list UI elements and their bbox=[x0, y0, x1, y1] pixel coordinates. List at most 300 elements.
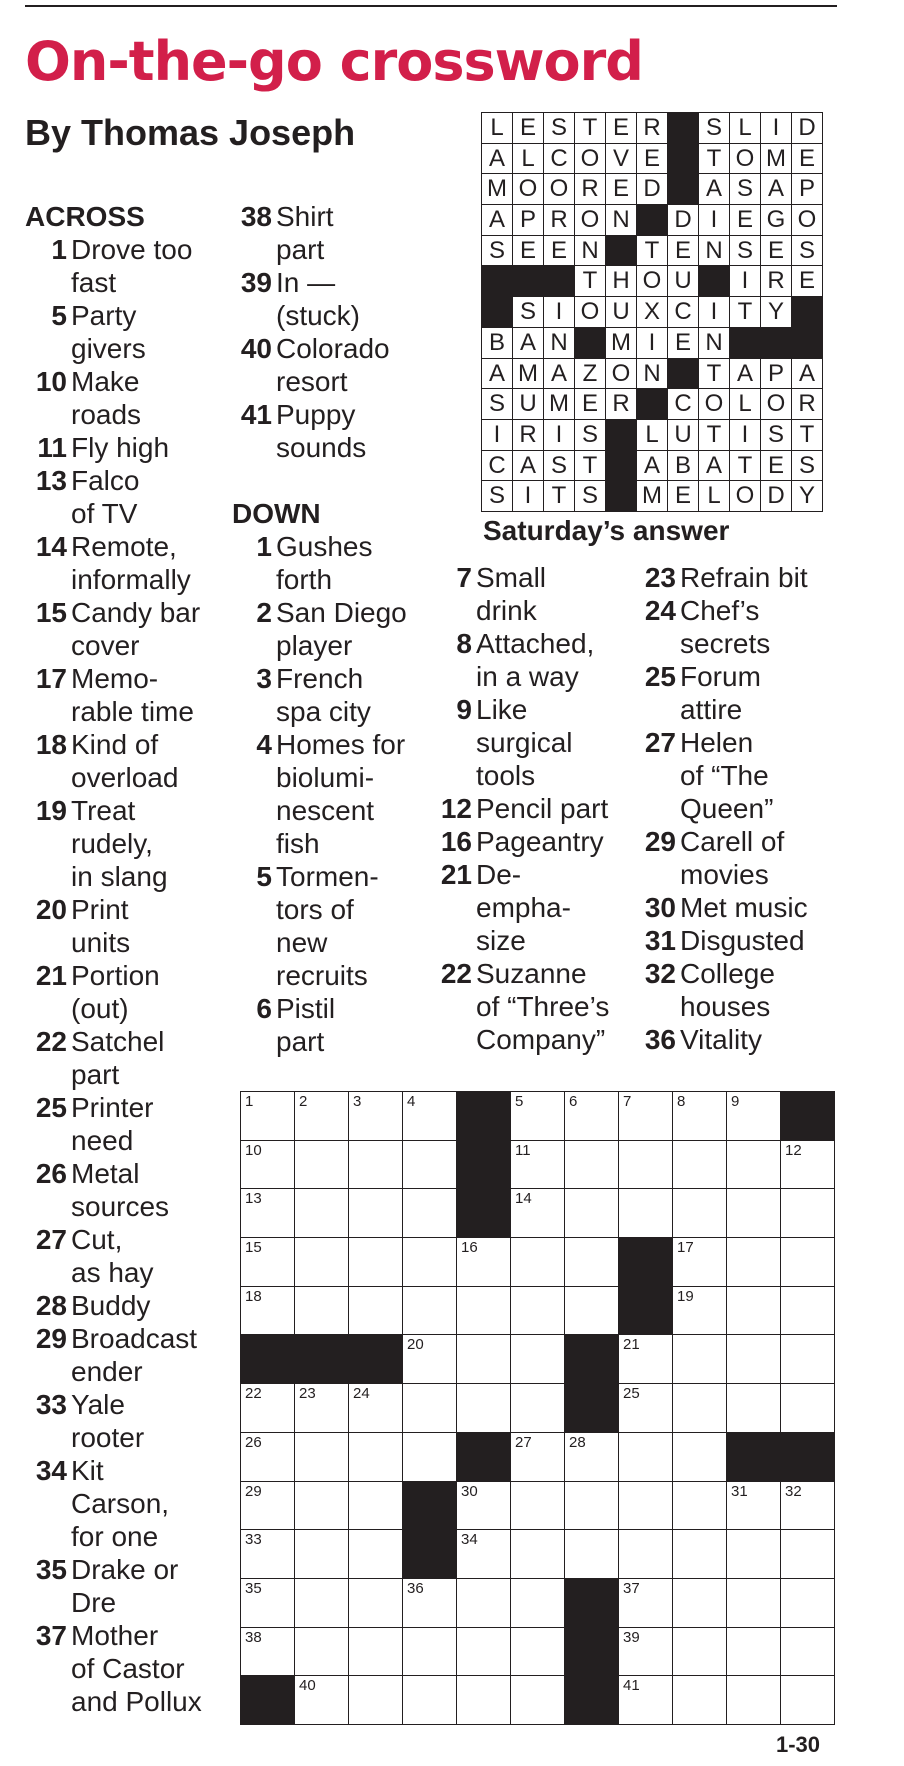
answer-cell: T bbox=[730, 297, 761, 328]
clue-number: 18 bbox=[35, 729, 67, 760]
grid-cell[interactable] bbox=[457, 1676, 511, 1725]
black-cell bbox=[403, 1530, 457, 1579]
cell-number: 12 bbox=[785, 1141, 802, 1159]
grid-cell[interactable] bbox=[457, 1482, 511, 1531]
answer-cell: C bbox=[544, 144, 575, 175]
clue-number: 8 bbox=[456, 628, 472, 659]
grid-cell[interactable] bbox=[295, 1482, 349, 1531]
answer-cell: Y bbox=[792, 481, 823, 512]
clue-text: Remote, informally bbox=[71, 531, 191, 595]
black-cell bbox=[565, 1628, 619, 1677]
down-header: DOWN bbox=[232, 498, 321, 529]
clue-number: 12 bbox=[440, 793, 472, 824]
clue-text: Tormen- tors of new recruits bbox=[276, 861, 379, 991]
answer-cell: L bbox=[482, 113, 513, 144]
grid-cell[interactable] bbox=[781, 1628, 835, 1677]
grid-cell[interactable] bbox=[511, 1433, 565, 1482]
grid-cell[interactable] bbox=[727, 1238, 781, 1287]
grid-cell[interactable] bbox=[673, 1482, 727, 1531]
answer-cell: P bbox=[761, 359, 792, 390]
grid-cell[interactable] bbox=[403, 1433, 457, 1482]
answer-black-cell bbox=[792, 328, 823, 359]
clue-text: Portion (out) bbox=[71, 960, 160, 1024]
answer-caption: Saturday’s answer bbox=[483, 515, 730, 546]
answer-cell: E bbox=[575, 389, 606, 420]
answer-cell: A bbox=[513, 328, 544, 359]
clue-number: 27 bbox=[35, 1224, 67, 1255]
clue-18 bbox=[25, 728, 235, 794]
answer-black-cell bbox=[575, 328, 606, 359]
clue-34 bbox=[25, 1454, 235, 1553]
grid-cell[interactable] bbox=[295, 1141, 349, 1190]
answer-cell: L bbox=[513, 144, 544, 175]
cell-number: 39 bbox=[623, 1628, 640, 1646]
grid-cell[interactable] bbox=[295, 1238, 349, 1287]
clue-text: Shirt part bbox=[276, 201, 334, 265]
grid-cell[interactable] bbox=[349, 1433, 403, 1482]
grid-cell[interactable] bbox=[241, 1189, 295, 1238]
grid-cell[interactable] bbox=[457, 1628, 511, 1677]
cell-number: 32 bbox=[785, 1482, 802, 1500]
clue-number: 15 bbox=[35, 597, 67, 628]
clue-3 bbox=[230, 662, 435, 728]
grid-cell[interactable] bbox=[619, 1579, 673, 1628]
black-cell bbox=[349, 1335, 403, 1384]
cell-number: 35 bbox=[245, 1579, 262, 1597]
clue-text: Yale rooter bbox=[71, 1389, 145, 1453]
answer-cell: E bbox=[668, 236, 699, 267]
grid-cell[interactable] bbox=[727, 1676, 781, 1725]
grid-cell[interactable] bbox=[727, 1579, 781, 1628]
grid-cell[interactable] bbox=[349, 1141, 403, 1190]
answer-cell: P bbox=[513, 205, 544, 236]
answer-cell: S bbox=[761, 420, 792, 451]
grid-cell[interactable] bbox=[673, 1628, 727, 1677]
answer-cell: E bbox=[637, 144, 668, 175]
answer-cell: G bbox=[761, 205, 792, 236]
answer-cell: V bbox=[606, 144, 637, 175]
answer-cell: U bbox=[668, 266, 699, 297]
clue-25 bbox=[634, 660, 874, 726]
grid-cell[interactable] bbox=[619, 1676, 673, 1725]
clue-text: Pencil part bbox=[476, 793, 609, 824]
clue-text: Party givers bbox=[71, 300, 146, 364]
grid-cell[interactable] bbox=[403, 1579, 457, 1628]
answer-cell: E bbox=[513, 113, 544, 144]
grid-cell[interactable] bbox=[781, 1676, 835, 1725]
clue-number: 3 bbox=[256, 663, 272, 694]
grid-cell[interactable] bbox=[727, 1189, 781, 1238]
grid-cell[interactable] bbox=[457, 1530, 511, 1579]
grid-cell[interactable] bbox=[781, 1530, 835, 1579]
grid-cell[interactable] bbox=[727, 1530, 781, 1579]
date-label: 1-30 bbox=[776, 1732, 821, 1757]
answer-black-cell bbox=[668, 144, 699, 175]
cell-number: 26 bbox=[245, 1433, 262, 1451]
cell-number: 18 bbox=[245, 1287, 262, 1305]
grid-cell[interactable] bbox=[349, 1384, 403, 1433]
grid-cell[interactable] bbox=[781, 1384, 835, 1433]
grid-cell[interactable] bbox=[781, 1287, 835, 1336]
black-cell bbox=[241, 1676, 295, 1725]
grid-cell[interactable] bbox=[511, 1628, 565, 1677]
cell-number: 34 bbox=[461, 1531, 478, 1549]
answer-cell: E bbox=[761, 236, 792, 267]
grid-cell[interactable] bbox=[565, 1287, 619, 1336]
clue-text: Drove too fast bbox=[71, 234, 193, 298]
grid-cell[interactable] bbox=[565, 1433, 619, 1482]
grid-cell[interactable] bbox=[403, 1238, 457, 1287]
black-cell bbox=[295, 1335, 349, 1384]
answer-black-cell bbox=[513, 266, 544, 297]
grid-cell[interactable] bbox=[673, 1238, 727, 1287]
clue-1 bbox=[230, 530, 435, 596]
answer-cell: O bbox=[761, 389, 792, 420]
grid-cell[interactable] bbox=[727, 1092, 781, 1141]
down-column-4 bbox=[634, 561, 874, 1056]
answer-cell: S bbox=[482, 236, 513, 267]
grid-cell[interactable] bbox=[295, 1384, 349, 1433]
grid-cell[interactable] bbox=[403, 1287, 457, 1336]
answer-cell: A bbox=[699, 174, 730, 205]
grid-cell[interactable] bbox=[511, 1141, 565, 1190]
answer-cell: L bbox=[699, 481, 730, 512]
grid-cell[interactable] bbox=[727, 1141, 781, 1190]
grid-cell[interactable] bbox=[673, 1335, 727, 1384]
grid-cell[interactable] bbox=[295, 1287, 349, 1336]
grid-cell[interactable] bbox=[241, 1628, 295, 1677]
grid-cell[interactable] bbox=[403, 1384, 457, 1433]
black-cell bbox=[781, 1433, 835, 1482]
grid-cell[interactable] bbox=[619, 1530, 673, 1579]
answer-cell: L bbox=[730, 389, 761, 420]
grid-cell[interactable] bbox=[349, 1530, 403, 1579]
clue-text: Drake or Dre bbox=[71, 1554, 179, 1618]
grid-cell[interactable] bbox=[673, 1579, 727, 1628]
answer-cell: O bbox=[575, 297, 606, 328]
cell-number: 38 bbox=[245, 1628, 262, 1646]
clue-6 bbox=[230, 992, 435, 1058]
grid-cell[interactable] bbox=[457, 1287, 511, 1336]
grid-cell[interactable] bbox=[457, 1238, 511, 1287]
grid-cell[interactable] bbox=[295, 1676, 349, 1725]
cell-number: 31 bbox=[731, 1482, 748, 1500]
clue-2 bbox=[230, 596, 435, 662]
clue-19 bbox=[25, 794, 235, 893]
clue-29 bbox=[634, 825, 874, 891]
answer-cell: R bbox=[792, 389, 823, 420]
grid-cell[interactable] bbox=[673, 1287, 727, 1336]
grid-cell[interactable] bbox=[511, 1530, 565, 1579]
grid-cell[interactable] bbox=[241, 1141, 295, 1190]
answer-cell: N bbox=[575, 236, 606, 267]
clue-number: 4 bbox=[256, 729, 272, 760]
answer-cell: Z bbox=[575, 359, 606, 390]
grid-cell[interactable] bbox=[457, 1384, 511, 1433]
grid-cell[interactable] bbox=[565, 1092, 619, 1141]
grid-cell[interactable] bbox=[403, 1189, 457, 1238]
answer-cell: T bbox=[575, 113, 606, 144]
clue-number: 14 bbox=[35, 531, 67, 562]
grid-cell[interactable] bbox=[565, 1482, 619, 1531]
clue-number: 1 bbox=[256, 531, 272, 562]
answer-cell: E bbox=[730, 205, 761, 236]
clue-13 bbox=[25, 464, 235, 530]
clue-number: 41 bbox=[240, 399, 272, 430]
grid-cell[interactable] bbox=[241, 1092, 295, 1141]
grid-cell[interactable] bbox=[781, 1141, 835, 1190]
grid-cell[interactable] bbox=[403, 1092, 457, 1141]
grid-cell[interactable] bbox=[241, 1384, 295, 1433]
answer-cell: A bbox=[761, 174, 792, 205]
cell-number: 13 bbox=[245, 1190, 262, 1208]
cell-number: 41 bbox=[623, 1677, 640, 1695]
grid-cell[interactable] bbox=[511, 1238, 565, 1287]
answer-cell: A bbox=[699, 451, 730, 482]
clue-23 bbox=[634, 561, 874, 594]
answer-cell: S bbox=[544, 113, 575, 144]
answer-cell: U bbox=[668, 420, 699, 451]
clue-number: 22 bbox=[440, 958, 472, 989]
answer-cell: E bbox=[761, 451, 792, 482]
clue-number: 28 bbox=[35, 1290, 67, 1321]
clue-text: Satchel part bbox=[71, 1026, 165, 1090]
answer-cell: S bbox=[792, 236, 823, 267]
answer-cell: S bbox=[575, 481, 606, 512]
clue-text: Print units bbox=[71, 894, 131, 958]
grid-cell[interactable] bbox=[727, 1628, 781, 1677]
grid-cell[interactable] bbox=[349, 1579, 403, 1628]
grid-cell[interactable] bbox=[781, 1579, 835, 1628]
grid-cell[interactable] bbox=[295, 1092, 349, 1141]
grid-cell[interactable] bbox=[565, 1189, 619, 1238]
page-title: On-the-go crossword bbox=[25, 30, 643, 93]
clue-text: Gushes forth bbox=[276, 531, 373, 595]
answer-black-cell bbox=[637, 205, 668, 236]
black-cell bbox=[241, 1335, 295, 1384]
clue-number: 37 bbox=[35, 1620, 67, 1651]
answer-cell: A bbox=[792, 359, 823, 390]
clue-text: Treat rudely, in slang bbox=[71, 795, 168, 892]
answer-black-cell bbox=[544, 266, 575, 297]
grid-cell[interactable] bbox=[781, 1482, 835, 1531]
grid-cell[interactable] bbox=[673, 1530, 727, 1579]
grid-cell[interactable] bbox=[295, 1579, 349, 1628]
grid-cell[interactable] bbox=[241, 1238, 295, 1287]
answer-cell: A bbox=[637, 451, 668, 482]
grid-cell[interactable] bbox=[619, 1433, 673, 1482]
grid-cell[interactable] bbox=[295, 1530, 349, 1579]
answer-black-cell bbox=[606, 451, 637, 482]
grid-cell[interactable] bbox=[781, 1335, 835, 1384]
grid-cell[interactable] bbox=[403, 1335, 457, 1384]
grid-cell[interactable] bbox=[457, 1579, 511, 1628]
clue-27 bbox=[25, 1223, 235, 1289]
answer-cell: B bbox=[482, 328, 513, 359]
clue-text: Colorado resort bbox=[276, 333, 390, 397]
answer-cell: E bbox=[792, 144, 823, 175]
cell-number: 6 bbox=[569, 1093, 578, 1110]
grid-cell[interactable] bbox=[619, 1482, 673, 1531]
grid-cell[interactable] bbox=[781, 1238, 835, 1287]
clue-21 bbox=[430, 858, 630, 957]
grid-cell[interactable] bbox=[511, 1287, 565, 1336]
answer-cell: I bbox=[544, 297, 575, 328]
grid-cell[interactable] bbox=[511, 1092, 565, 1141]
cell-number: 40 bbox=[299, 1677, 316, 1695]
clue-14 bbox=[25, 530, 235, 596]
clue-text: Metal sources bbox=[71, 1158, 170, 1222]
grid-cell[interactable] bbox=[241, 1433, 295, 1482]
clue-number: 21 bbox=[35, 960, 67, 991]
clue-20 bbox=[25, 893, 235, 959]
answer-cell: U bbox=[606, 297, 637, 328]
grid-cell[interactable] bbox=[511, 1676, 565, 1725]
grid-cell[interactable] bbox=[511, 1482, 565, 1531]
clue-text: Falco of TV bbox=[71, 465, 140, 529]
answer-cell: N bbox=[699, 328, 730, 359]
grid-cell[interactable] bbox=[673, 1676, 727, 1725]
clue-8 bbox=[430, 627, 630, 693]
grid-cell[interactable] bbox=[619, 1189, 673, 1238]
grid-cell[interactable] bbox=[565, 1141, 619, 1190]
clue-text: Printer need bbox=[71, 1092, 154, 1156]
clue-39 bbox=[230, 266, 435, 332]
cell-number: 21 bbox=[623, 1336, 640, 1354]
answer-cell: T bbox=[730, 451, 761, 482]
grid-cell[interactable] bbox=[241, 1530, 295, 1579]
clue-28 bbox=[25, 1289, 235, 1322]
grid-cell[interactable] bbox=[619, 1384, 673, 1433]
cell-number: 17 bbox=[677, 1239, 694, 1257]
answer-cell: S bbox=[513, 297, 544, 328]
clue-number: 11 bbox=[37, 432, 67, 463]
answer-black-cell bbox=[606, 481, 637, 512]
cell-number: 27 bbox=[515, 1433, 532, 1451]
grid-cell[interactable] bbox=[349, 1482, 403, 1531]
answer-cell: I bbox=[544, 420, 575, 451]
grid-cell[interactable] bbox=[673, 1189, 727, 1238]
cell-number: 1 bbox=[245, 1093, 254, 1110]
answer-cell: N bbox=[637, 359, 668, 390]
grid-cell[interactable] bbox=[727, 1287, 781, 1336]
grid-cell[interactable] bbox=[565, 1530, 619, 1579]
answer-cell: B bbox=[668, 451, 699, 482]
grid-cell[interactable] bbox=[673, 1433, 727, 1482]
answer-cell: M bbox=[482, 174, 513, 205]
grid-cell[interactable] bbox=[295, 1628, 349, 1677]
clue-number: 38 bbox=[240, 201, 272, 232]
clue-text: Small drink bbox=[476, 562, 547, 626]
answer-black-cell bbox=[668, 174, 699, 205]
answer-cell: S bbox=[792, 451, 823, 482]
answer-cell: R bbox=[761, 266, 792, 297]
grid-cell[interactable] bbox=[673, 1384, 727, 1433]
clue-text: Disgusted bbox=[680, 925, 805, 956]
answer-cell: A bbox=[730, 359, 761, 390]
answer-cell: O bbox=[544, 174, 575, 205]
grid-cell[interactable] bbox=[349, 1238, 403, 1287]
clue-40 bbox=[230, 332, 435, 398]
clue-30 bbox=[634, 891, 874, 924]
grid-cell[interactable] bbox=[349, 1189, 403, 1238]
answer-cell: N bbox=[606, 205, 637, 236]
grid-cell[interactable] bbox=[619, 1628, 673, 1677]
grid-cell[interactable] bbox=[781, 1189, 835, 1238]
clue-text: Carell of movies bbox=[680, 826, 785, 890]
grid-cell[interactable] bbox=[511, 1579, 565, 1628]
grid-cell[interactable] bbox=[295, 1433, 349, 1482]
clue-number: 23 bbox=[644, 562, 676, 593]
grid-cell[interactable] bbox=[349, 1092, 403, 1141]
answer-cell: S bbox=[730, 236, 761, 267]
grid-cell[interactable] bbox=[619, 1092, 673, 1141]
cell-number: 10 bbox=[245, 1141, 262, 1159]
grid-cell[interactable] bbox=[241, 1287, 295, 1336]
clue-number: 25 bbox=[35, 1092, 67, 1123]
grid-cell[interactable] bbox=[403, 1141, 457, 1190]
grid-cell[interactable] bbox=[511, 1384, 565, 1433]
clue-number: 24 bbox=[644, 595, 676, 626]
clue-35 bbox=[25, 1553, 235, 1619]
clue-text: Met music bbox=[680, 892, 808, 923]
cell-number: 9 bbox=[731, 1093, 740, 1110]
grid-cell[interactable] bbox=[241, 1579, 295, 1628]
grid-cell[interactable] bbox=[727, 1384, 781, 1433]
grid-cell[interactable] bbox=[511, 1189, 565, 1238]
answer-cell: T bbox=[699, 144, 730, 175]
grid-cell[interactable] bbox=[727, 1335, 781, 1384]
clue-number: 7 bbox=[456, 562, 472, 593]
black-cell bbox=[619, 1287, 673, 1336]
answer-cell: E bbox=[544, 236, 575, 267]
grid-cell[interactable] bbox=[673, 1092, 727, 1141]
grid-cell[interactable] bbox=[511, 1335, 565, 1384]
clue-number: 36 bbox=[644, 1024, 676, 1055]
grid-cell[interactable] bbox=[565, 1238, 619, 1287]
grid-cell[interactable] bbox=[403, 1628, 457, 1677]
grid-cell[interactable] bbox=[727, 1482, 781, 1531]
answer-cell: I bbox=[699, 205, 730, 236]
grid-cell[interactable] bbox=[403, 1676, 457, 1725]
answer-cell: L bbox=[730, 113, 761, 144]
clue-27 bbox=[634, 726, 874, 825]
answer-cell: A bbox=[544, 359, 575, 390]
clue-text: Mother of Castor and Pollux bbox=[71, 1620, 202, 1717]
grid-cell[interactable] bbox=[619, 1141, 673, 1190]
grid-cell[interactable] bbox=[349, 1287, 403, 1336]
grid-cell[interactable] bbox=[349, 1628, 403, 1677]
clue-number: 30 bbox=[644, 892, 676, 923]
grid-cell[interactable] bbox=[457, 1335, 511, 1384]
clue-16 bbox=[430, 825, 630, 858]
grid-cell[interactable] bbox=[241, 1482, 295, 1531]
clue-column-2 bbox=[230, 200, 435, 1058]
grid-cell[interactable] bbox=[619, 1335, 673, 1384]
answer-cell: D bbox=[668, 205, 699, 236]
clue-22 bbox=[430, 957, 630, 1056]
grid-cell[interactable] bbox=[673, 1141, 727, 1190]
grid-cell[interactable] bbox=[349, 1676, 403, 1725]
clue-text: Chef’s secrets bbox=[680, 595, 771, 659]
clue-number: 27 bbox=[644, 727, 676, 758]
answer-cell: A bbox=[482, 359, 513, 390]
grid-cell[interactable] bbox=[295, 1189, 349, 1238]
answer-cell: S bbox=[575, 420, 606, 451]
clue-5 bbox=[230, 860, 435, 992]
answer-cell: E bbox=[606, 113, 637, 144]
answer-grid bbox=[481, 112, 823, 512]
